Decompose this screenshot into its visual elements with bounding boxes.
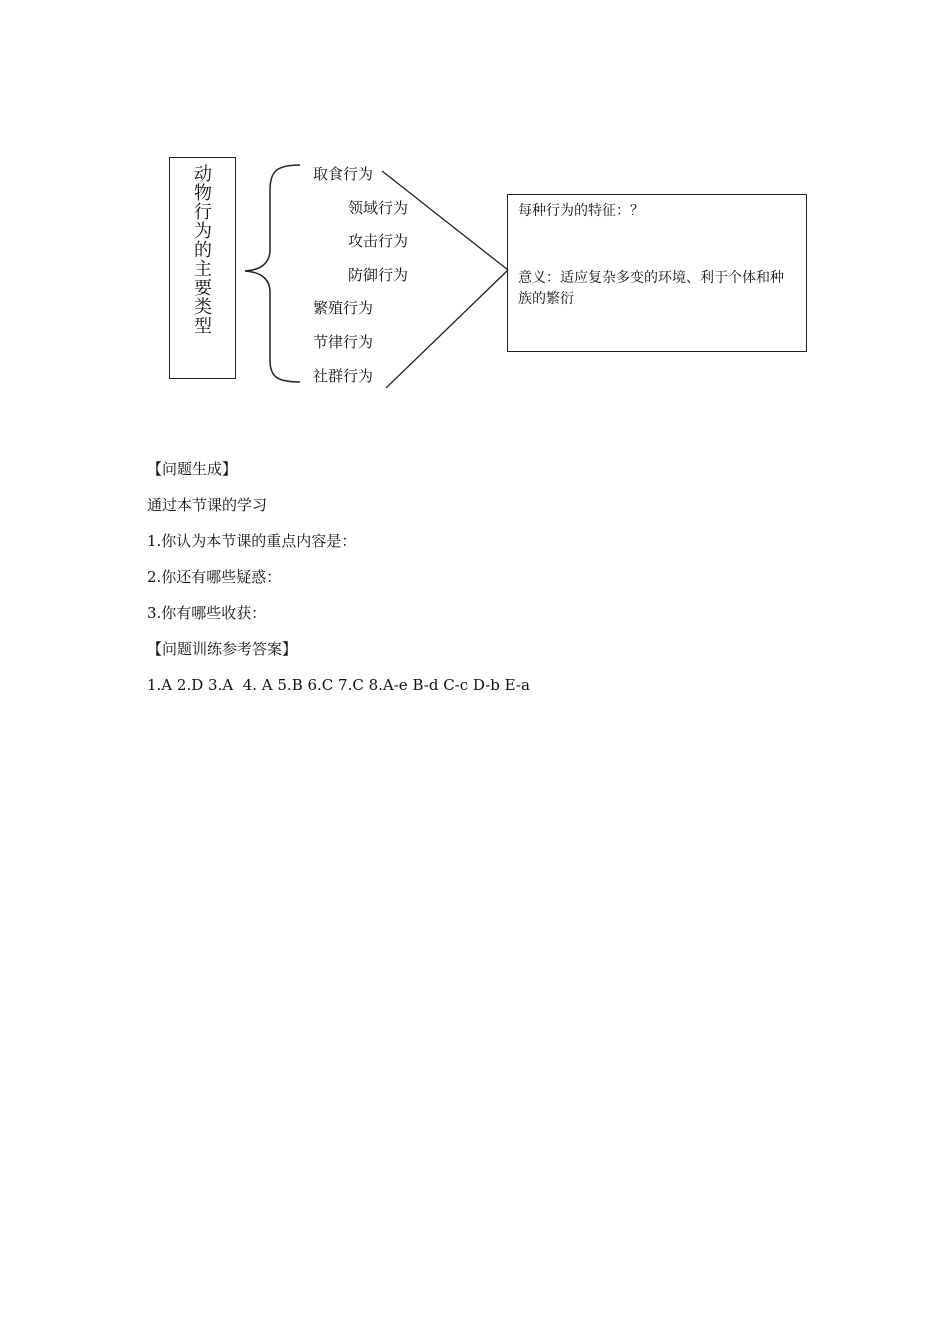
behavior-item: 领域行为 <box>348 199 409 217</box>
question-3: 3.你有哪些收获： <box>147 604 267 622</box>
connector-lines <box>0 0 950 420</box>
behavior-item: 繁殖行为 <box>313 299 374 317</box>
significance-text: 意义：适应复杂多变的环境、利于个体和种族的繁衍 <box>518 270 784 307</box>
behavior-item: 节律行为 <box>313 333 374 351</box>
behavior-diagram <box>0 0 950 420</box>
behavior-item: 取食行为 <box>313 165 374 183</box>
lower-connector <box>386 270 508 388</box>
diagram-title: 动物行为的主要类型 <box>191 164 212 335</box>
answer-key: 1.A 2.D 3.A 4. A 5.B 6.C 7.C 8.A-e B-d C-c D-b E-a <box>147 676 530 694</box>
section-heading-answers: 【问题训练参考答案】 <box>147 640 298 658</box>
section-heading-questions: 【问题生成】 <box>147 460 238 478</box>
intro-text: 通过本节课的学习 <box>147 496 268 514</box>
upper-connector <box>382 171 508 270</box>
feature-text: 每种行为的特征：？ <box>518 203 644 219</box>
question-1: 1.你认为本节课的重点内容是： <box>147 532 357 550</box>
curly-brace <box>245 165 300 382</box>
characteristics-box <box>507 194 807 352</box>
behavior-item: 防御行为 <box>348 266 409 284</box>
behavior-item: 社群行为 <box>313 367 374 385</box>
behavior-item: 攻击行为 <box>348 232 409 250</box>
question-2: 2.你还有哪些疑惑： <box>147 568 282 586</box>
